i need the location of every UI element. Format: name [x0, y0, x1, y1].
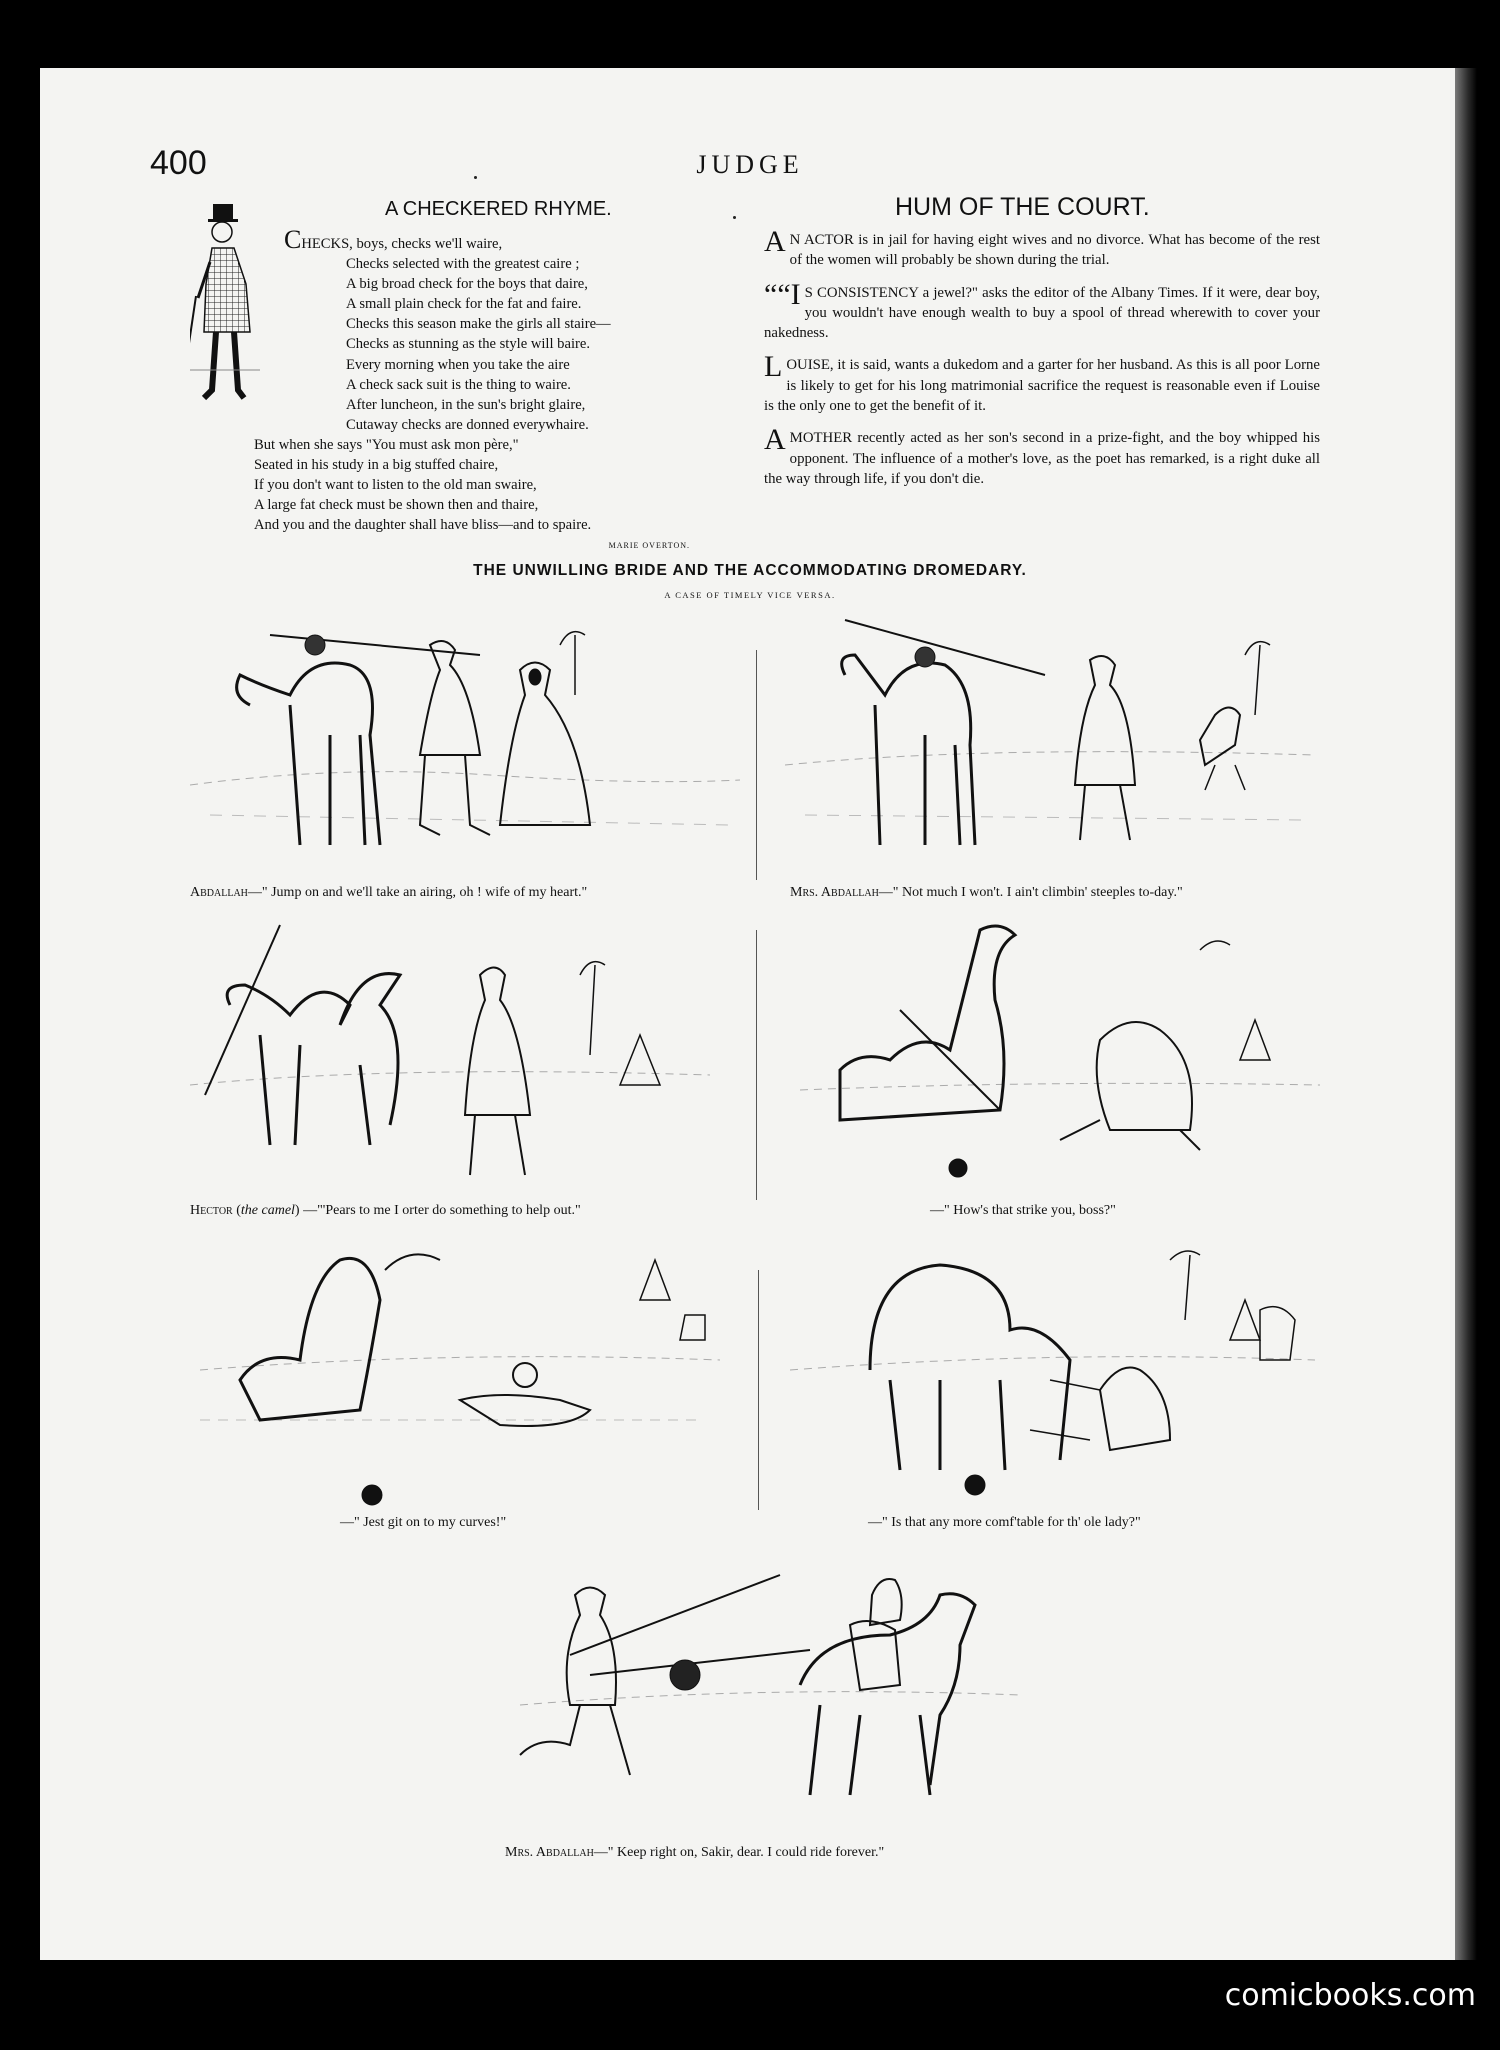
poem-line: After luncheon, in the sun's bright glaire, [346, 396, 586, 413]
court-text: S CONSISTENCY a jewel?" asks the editor of the Albany Times. If it were, dear boy, you wouldn't have enough wealth to buy a spool of thread wherewith to cover your nakedness. [764, 284, 1320, 342]
court-title: HUM OF THE COURT. [895, 193, 1150, 221]
caption-text: —" How's that strike you, boss?" [930, 1203, 1116, 1218]
magazine-title: JUDGE [696, 150, 804, 179]
court-dropcap: L [764, 350, 783, 384]
poem-line: Seated in his study in a big stuffed chaire, [254, 457, 499, 474]
poem [254, 225, 704, 557]
court-text: OUISE, it is said, wants a dukedom and a garter for her husband. As this is all poor Lorne is likely to get for his long matrimonial sacrifice the request is reasonable even if Louise is the only one to get the benefit of it. [764, 357, 1320, 415]
cartoon-panel-6 [790, 1230, 1315, 1510]
speck [733, 216, 736, 219]
page-spine [1455, 68, 1477, 1960]
caption-text: —" Keep right on, Sakir, dear. I could ride forever." [593, 1845, 885, 1860]
speck [474, 176, 477, 179]
caption-7 [505, 1845, 884, 1861]
panel-divider [758, 1270, 759, 1510]
poem-title: A CHECKERED RHYME. [385, 198, 612, 220]
court-text: N ACTOR is in jail for having eight wives and no divorce. What has become of the rest of the women will probably be shown during the trial. [789, 232, 1320, 269]
court-dropcap: A [764, 423, 786, 457]
caption-6 [868, 1515, 1141, 1531]
poem-line: HECKS, boys, checks we'll waire, [301, 236, 503, 252]
caption-aside: the camel [240, 1203, 295, 1218]
cartoon-subtitle: A CASE OF TIMELY VICE VERSA. [664, 590, 836, 600]
poem-line: A check sack suit is the thing to waire. [346, 376, 571, 393]
court-paragraph [764, 423, 1320, 489]
court-dropcap: ““I [764, 277, 801, 311]
caption-speaker: Abdallah [190, 885, 248, 900]
caption-3: Hector (the camel) —"'Pears to me I orter do something to help out." [190, 1203, 581, 1218]
court-dropcap: A [764, 225, 786, 258]
caption-1 [190, 885, 587, 901]
poem-line: But when she says "You must ask mon père," [254, 436, 519, 453]
poem-author: MARIE OVERTON. [608, 541, 690, 551]
caption-4 [930, 1203, 1116, 1219]
poem-line: Checks as stunning as the style will baire. [346, 336, 590, 353]
cartoon-panel-4 [800, 910, 1320, 1200]
panel-divider [756, 930, 757, 1200]
poem-line: Cutaway checks are donned everywhaire. [346, 416, 589, 433]
caption-speaker: Mrs. Abdallah [790, 885, 879, 900]
poem-line: And you and the daughter shall have bliss—and to spaire. [254, 517, 592, 534]
caption-text: —" Is that any more comf'table for th' ole lady?" [868, 1515, 1141, 1530]
caption-text: —"'Pears to me I orter do something to help out." [303, 1203, 581, 1218]
poem-line: A big broad check for the boys that daire, [346, 276, 588, 293]
panel-divider [756, 650, 757, 880]
cartoon-panel-2 [785, 615, 1315, 880]
court-column [764, 225, 1320, 501]
court-paragraph [764, 350, 1320, 416]
poem-line: Checks this season make the girls all staire— [346, 316, 611, 333]
cartoon-title: THE UNWILLING BRIDE AND THE ACCOMMODATING DROMEDARY. [473, 562, 1027, 579]
caption-speaker: Hector [190, 1203, 233, 1218]
poem-dropcap: C [284, 225, 302, 254]
caption-2 [790, 885, 1183, 901]
watermark: comicbooks.com [1224, 1978, 1476, 2013]
poem-line: Every morning when you take the aire [346, 356, 570, 373]
caption-text: —" Not much I won't. I ain't climbin' steeples to-day." [878, 885, 1183, 900]
court-text: MOTHER recently acted as her son's second in a prize-fight, and the boy whipped his opponent. The influence of a mother's love, as the poet has remarked, is a right duke all the way through life, if you don't die. [764, 430, 1320, 487]
cartoon-panel-5 [200, 1240, 720, 1510]
poem-line: If you don't want to listen to the old man swaire, [254, 477, 537, 494]
page-number: 400 [150, 144, 207, 182]
caption-speaker: Mrs. Abdallah [505, 1845, 594, 1860]
cartoon-panel-7 [500, 1535, 1020, 1835]
caption-5 [340, 1515, 506, 1531]
cartoon-panel-1 [190, 615, 740, 880]
cartoon-panel-3 [190, 915, 710, 1200]
court-paragraph [764, 277, 1320, 344]
caption-text: —" Jest git on to my curves!" [340, 1515, 507, 1530]
poem-line: Checks selected with the greatest caire ; [346, 256, 580, 273]
caption-text: —" Jump on and we'll take an airing, oh ! wife of my heart." [247, 885, 588, 900]
poem-line: A small plain check for the fat and faire. [346, 296, 582, 313]
poem-line: A large fat check must be shown then and thaire, [254, 497, 539, 514]
court-paragraph [764, 225, 1320, 271]
